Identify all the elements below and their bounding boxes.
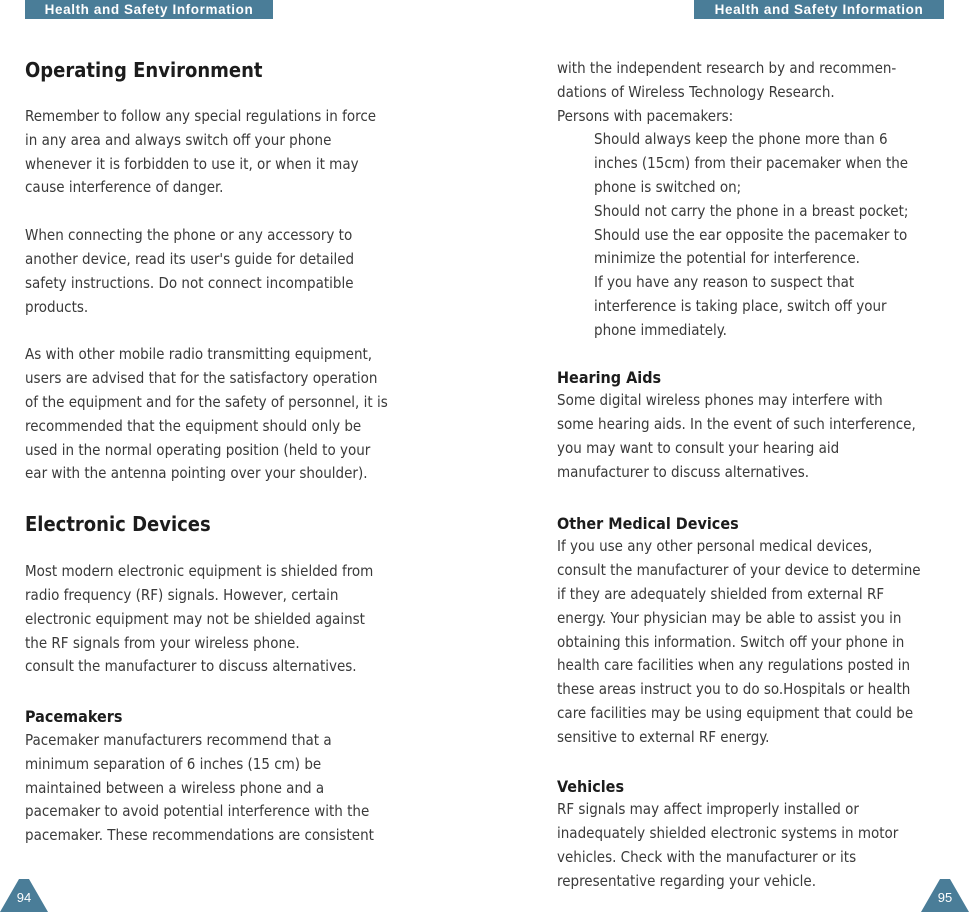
electronic-paragraph-1: Most modern electronic equipment is shielded from radio frequency (RF) signals. However, certain electronic equipment may not be shielded against the RF signals from your wireless phone. consult the manufacturer to discuss alternatives.: [25, 562, 374, 676]
pacemaker-guideline-item: Should not carry the phone in a breast pocket;: [594, 201, 909, 220]
right-page-column: [557, 57, 952, 894]
pacemaker-guideline-item: Should use the ear opposite the pacemaker to minimize the potential for interference.: [594, 225, 908, 268]
heading-other-medical-devices: Other Medical Devices: [557, 513, 739, 533]
page-number-right-label: 95: [937, 890, 953, 905]
pacemaker-guideline-item: Should always keep the phone more than 6 inches (15cm) from their pacemaker when the phone is switched on;: [594, 130, 909, 196]
hearing-aids-paragraph: Some digital wireless phones may interfere with some hearing aids. In the event of such interference, you may want to consult your hearing aid manufacturer to discuss alternatives.: [557, 391, 916, 481]
page-number-left-label: 94: [16, 890, 32, 905]
heading-operating-environment: Operating Environment: [25, 58, 263, 82]
header-tab-left: Health and Safety Information: [25, 0, 273, 19]
page-number-left: [0, 879, 48, 912]
heading-vehicles: Vehicles: [557, 776, 625, 796]
operating-paragraph-2: When connecting the phone or any accessory to another device, read its user's guide for detailed safety instructions. Do not connect incompatible products.: [25, 226, 355, 316]
vehicles-paragraph: RF signals may affect improperly installed or inadequately shielded electronic systems in motor vehicles. Check with the manufacturer or its representative regarding your vehicle.: [557, 800, 899, 890]
page-number-right: [921, 879, 969, 912]
operating-paragraph-3: As with other mobile radio transmitting equipment, users are advised that for the satisfactory operation of the equipment and for the safety of personnel, it is recommended that the equipment should only be used in the normal operating position (held to your ear with the antenna pointing over your shoulder).: [25, 345, 388, 483]
pacemaker-guidelines-list: [557, 128, 952, 342]
heading-electronic-devices: Electronic Devices: [25, 512, 211, 537]
heading-hearing-aids: Hearing Aids: [557, 367, 662, 387]
medical-devices-paragraph: If you use any other personal medical devices, consult the manufacturer of your device to determine if they are adequately shielded from external RF energy. Your physician may be able to assist you in obtaining this information. Switch off your phone in health care facilities when any regulations posted in these areas instruct you to do so.Hospitals or health care facilities may be using equipment that could be sensitive to external RF energy.: [557, 537, 921, 746]
pacemaker-intro-paragraph: with the independent research by and recommen- dations of Wireless Technology Research. Persons with pacemakers:: [557, 59, 897, 125]
heading-pacemakers: Pacemakers: [25, 707, 123, 727]
left-page-column: [25, 56, 425, 848]
pacemakers-paragraph: Pacemaker manufacturers recommend that a minimum separation of 6 inches (15 cm) be maintained between a wireless phone and a pacemaker to avoid potential interference with the pacemaker. These recommendations are consistent: [25, 730, 374, 845]
operating-paragraph-1: Remember to follow any special regulations in force in any area and always switch off your phone whenever it is forbidden to use it, or when it may cause interference of danger.: [25, 107, 377, 197]
header-tab-right: Health and Safety Information: [694, 0, 944, 19]
pacemaker-guideline-item: If you have any reason to suspect that interference is taking place, switch off your phone immediately.: [594, 273, 887, 339]
